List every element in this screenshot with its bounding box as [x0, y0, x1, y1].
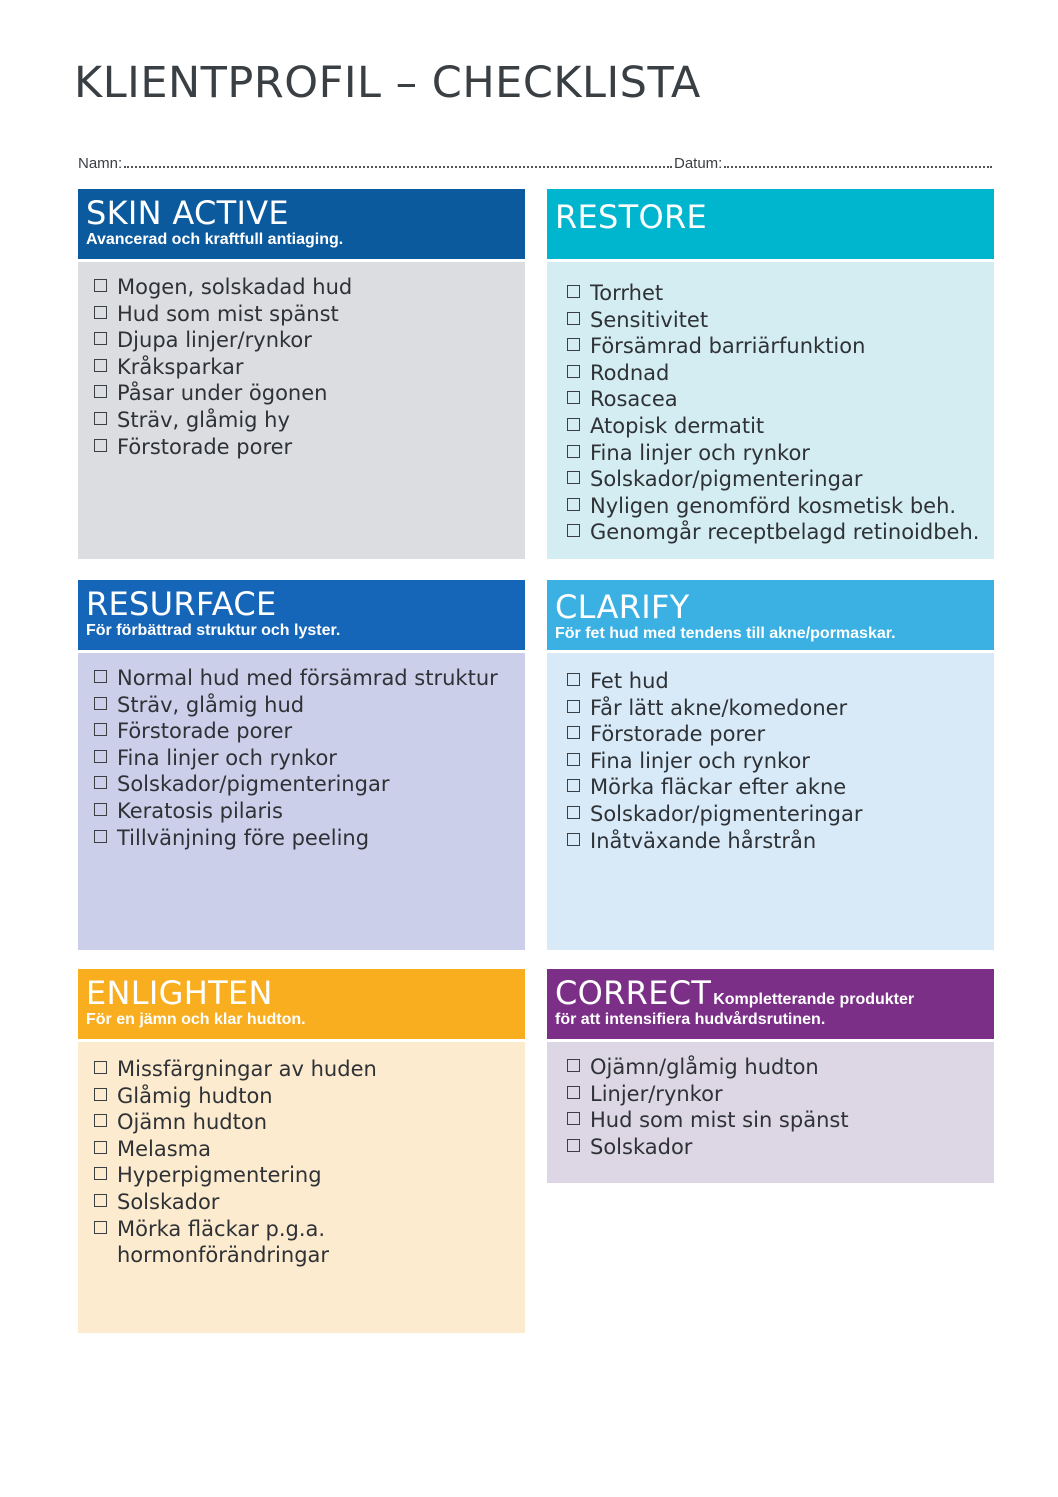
checkbox-icon[interactable] — [94, 723, 107, 736]
item-label: Mörka fläckar efter akne — [590, 775, 847, 800]
item-label: Fet hud — [590, 669, 669, 693]
item-label: Glåmig hudton — [117, 1083, 273, 1108]
checklist-item[interactable] — [567, 828, 994, 855]
checklist — [94, 274, 525, 460]
checklist-item[interactable] — [567, 748, 994, 775]
section-subtitle: Kompletterande produkter — [713, 991, 915, 1008]
list-item-continuation — [94, 1242, 525, 1269]
item-label: Djupa linjer/rynkor — [117, 328, 312, 353]
checklist-item[interactable] — [94, 434, 525, 461]
checkbox-icon[interactable] — [94, 306, 107, 319]
item-label: Keratosis pilaris — [117, 798, 283, 823]
checkbox-icon[interactable] — [94, 439, 107, 452]
item-label: Solskador — [117, 1189, 220, 1214]
item-label: Linjer/rynkor — [590, 1081, 723, 1106]
checkbox-icon[interactable] — [567, 471, 580, 484]
date-dotted-line[interactable] — [724, 165, 992, 168]
item-label: Missfärgningar av huden — [117, 1057, 377, 1081]
checkbox-icon[interactable] — [94, 1194, 107, 1207]
section-skin-active — [78, 189, 525, 559]
section-body — [547, 653, 994, 950]
checklist-item[interactable] — [94, 1136, 525, 1163]
checklist-item[interactable] — [94, 1162, 525, 1189]
checklist-item[interactable] — [567, 440, 994, 467]
item-label: Sträv, glåmig hy — [117, 407, 290, 432]
section-restore — [547, 189, 994, 559]
checklist-item[interactable] — [94, 718, 525, 745]
checklist-item[interactable] — [94, 407, 525, 434]
checkbox-icon[interactable] — [94, 1141, 107, 1154]
checklist-item[interactable] — [567, 493, 994, 520]
checklist-item[interactable] — [94, 745, 525, 772]
checkbox-icon[interactable] — [94, 279, 107, 292]
item-label: Mogen, solskadad hud — [117, 275, 353, 299]
section-subtitle-line2: för att intensifiera hudvårdsrutinen. — [555, 1011, 826, 1028]
section-body — [78, 1042, 525, 1333]
item-label: Mörka fläckar p.g.a. — [117, 1216, 326, 1241]
checklist-item[interactable] — [94, 301, 525, 328]
checklist-item[interactable] — [567, 721, 994, 748]
item-label: Rodnad — [590, 360, 670, 385]
checklist-item[interactable] — [94, 771, 525, 798]
section-body — [547, 1042, 994, 1183]
item-label: Solskador/pigmenteringar — [117, 772, 390, 797]
item-label: Solskador — [590, 1134, 693, 1159]
checkbox-icon[interactable] — [567, 1139, 580, 1152]
section-subtitle: För fet hud med tendens till akne/pormaskar. — [555, 625, 896, 642]
checklist-item[interactable] — [567, 1054, 994, 1081]
client-fields — [78, 152, 994, 172]
item-label: Förstorade porer — [117, 434, 293, 459]
section-title: CORRECT — [555, 974, 712, 1012]
name-dotted-line[interactable] — [124, 165, 672, 168]
name-field[interactable] — [78, 152, 674, 172]
section-header — [547, 189, 994, 259]
section-resurface — [78, 580, 525, 950]
checklist-item[interactable] — [94, 692, 525, 719]
item-label: Normal hud med försämrad struktur — [117, 666, 498, 690]
checklist-item[interactable] — [567, 695, 994, 722]
checkbox-icon[interactable] — [94, 412, 107, 425]
checkbox-icon[interactable] — [567, 391, 580, 404]
section-header — [78, 189, 525, 259]
checkbox-icon[interactable] — [94, 830, 107, 843]
checkbox-icon[interactable] — [567, 365, 580, 378]
checkbox-icon[interactable] — [567, 338, 580, 351]
checkbox-icon[interactable] — [94, 697, 107, 710]
section-title: SKIN ACTIVE — [86, 194, 289, 232]
checklist — [567, 1054, 994, 1160]
checklist-item[interactable] — [567, 466, 994, 493]
checklist-continuation — [94, 1242, 525, 1269]
section-subtitle: Avancerad och kraftfull antiaging. — [86, 231, 344, 248]
date-label: Datum: — [674, 155, 723, 172]
item-label: Genomgår receptbelagd retinoidbeh. — [590, 520, 980, 545]
item-label: Sensitivitet — [590, 307, 709, 332]
checkbox-icon[interactable] — [94, 1167, 107, 1180]
item-label: Melasma — [117, 1136, 212, 1161]
item-label: Torrhet — [590, 281, 664, 305]
section-title: RESURFACE — [86, 585, 277, 623]
checkbox-icon[interactable] — [94, 1061, 107, 1074]
checklist-item[interactable] — [94, 1056, 525, 1083]
checklist-item[interactable] — [94, 1189, 525, 1216]
checklist-item[interactable] — [567, 307, 994, 334]
checklist-item[interactable] — [567, 1107, 994, 1134]
checklist-item[interactable] — [567, 668, 994, 695]
checkbox-icon[interactable] — [94, 750, 107, 763]
checkbox-icon[interactable] — [567, 779, 580, 792]
checklist-item[interactable] — [567, 413, 994, 440]
checklist-item[interactable] — [567, 386, 994, 413]
item-label: Solskador/pigmenteringar — [590, 801, 863, 826]
checklist-item[interactable] — [567, 360, 994, 387]
item-label: Får lätt akne/komedoner — [590, 695, 848, 720]
item-label: Sträv, glåmig hud — [117, 692, 305, 717]
item-label: Hud som mist spänst — [117, 301, 339, 326]
checklist — [94, 665, 525, 851]
date-field[interactable] — [674, 152, 994, 172]
checkbox-icon[interactable] — [94, 803, 107, 816]
checkbox-icon[interactable] — [94, 385, 107, 398]
checkbox-icon[interactable] — [567, 1112, 580, 1125]
checkbox-icon[interactable] — [94, 1221, 107, 1234]
checkbox-icon[interactable] — [567, 700, 580, 713]
item-label: Förstorade porer — [117, 719, 293, 744]
item-label: Solskador/pigmenteringar — [590, 467, 863, 492]
item-label: Atopisk dermatit — [590, 413, 765, 438]
checklist-item[interactable] — [94, 354, 525, 381]
checklist-item[interactable] — [567, 333, 994, 360]
checkbox-icon[interactable] — [567, 833, 580, 846]
checklist — [94, 1056, 525, 1242]
section-body — [78, 262, 525, 559]
name-label: Namn: — [78, 155, 123, 172]
page-title: KLIENTPROFIL – CHECKLISTA — [74, 58, 701, 108]
item-label: Hud som mist sin spänst — [590, 1108, 849, 1133]
checkbox-icon[interactable] — [567, 1059, 580, 1072]
checklist-item[interactable] — [94, 1216, 525, 1243]
checklist-item[interactable] — [567, 1134, 994, 1161]
section-subtitle: För förbättrad struktur och lyster. — [86, 622, 341, 639]
checkbox-icon[interactable] — [567, 524, 580, 537]
checklist-item[interactable] — [94, 798, 525, 825]
checkbox-icon[interactable] — [567, 312, 580, 325]
checkbox-icon[interactable] — [567, 285, 580, 298]
checklist-item[interactable] — [94, 665, 525, 692]
section-correct — [547, 969, 994, 1183]
checkbox-icon[interactable] — [567, 753, 580, 766]
section-header — [78, 969, 525, 1039]
item-label: Fina linjer och rynkor — [590, 440, 810, 465]
item-label: Ojämn hudton — [117, 1110, 268, 1135]
checkbox-icon[interactable] — [567, 445, 580, 458]
item-label: Ojämn/glåmig hudton — [590, 1055, 819, 1079]
checklist-item[interactable] — [94, 825, 525, 852]
checkbox-icon[interactable] — [94, 776, 107, 789]
item-label: Försämrad barriärfunktion — [590, 334, 866, 359]
checklist-item[interactable] — [567, 774, 994, 801]
item-label: Rosacea — [590, 387, 678, 412]
checklist-item[interactable] — [567, 801, 994, 828]
section-body — [547, 262, 994, 559]
checkbox-icon[interactable] — [94, 359, 107, 372]
checklist-item[interactable] — [94, 1109, 525, 1136]
section-title: CLARIFY — [555, 588, 690, 626]
item-label: Tillvänjning före peeling — [117, 825, 370, 850]
item-label: Nyligen genomförd kosmetisk beh. — [590, 493, 957, 518]
item-label: Kråksparkar — [117, 354, 244, 379]
checklist-item[interactable] — [94, 380, 525, 407]
section-enlighten — [78, 969, 525, 1333]
item-label: Påsar under ögonen — [117, 381, 328, 406]
item-label: Hyperpigmentering — [117, 1163, 322, 1188]
section-header — [547, 580, 994, 650]
checkbox-icon[interactable] — [94, 670, 107, 683]
section-subtitle: För en jämn och klar hudton. — [86, 1011, 306, 1028]
checkbox-icon[interactable] — [94, 1114, 107, 1127]
checkbox-icon[interactable] — [567, 1086, 580, 1099]
checklist-item[interactable] — [94, 327, 525, 354]
section-header — [547, 969, 994, 1039]
checklist — [567, 668, 994, 854]
checkbox-icon[interactable] — [567, 498, 580, 511]
checkbox-icon[interactable] — [94, 332, 107, 345]
item-label: Inåtväxande hårstrån — [590, 828, 817, 853]
item-label: Förstorade porer — [590, 722, 766, 747]
section-body — [78, 653, 525, 950]
checkbox-icon[interactable] — [567, 806, 580, 819]
checkbox-icon[interactable] — [567, 726, 580, 739]
section-title: RESTORE — [555, 198, 708, 236]
checklist-item[interactable] — [567, 519, 994, 546]
checklist-item[interactable] — [567, 1081, 994, 1108]
item-label: hormonförändringar — [117, 1243, 330, 1268]
checklist-item[interactable] — [567, 280, 994, 307]
checklist-item[interactable] — [94, 1083, 525, 1110]
checklist — [567, 280, 994, 546]
checkbox-icon[interactable] — [567, 673, 580, 686]
checkbox-icon[interactable] — [94, 1088, 107, 1101]
section-title: ENLIGHTEN — [86, 974, 273, 1012]
item-label: Fina linjer och rynkor — [590, 748, 810, 773]
section-header — [78, 580, 525, 650]
section-clarify — [547, 580, 994, 950]
item-label: Fina linjer och rynkor — [117, 745, 337, 770]
checklist-item[interactable] — [94, 274, 525, 301]
checkbox-icon[interactable] — [567, 418, 580, 431]
